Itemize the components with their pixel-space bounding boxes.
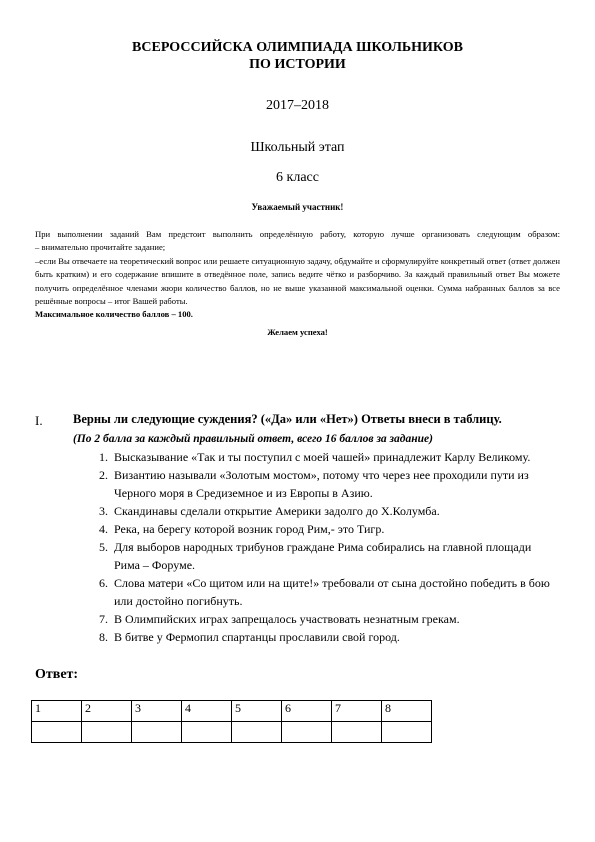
answer-table-input-row — [32, 722, 432, 743]
answer-column-number: 6 — [282, 701, 332, 722]
answer-column-number: 1 — [32, 701, 82, 722]
answer-label: Ответ: — [35, 667, 79, 682]
answer-column-number: 2 — [82, 701, 132, 722]
list-item — [80, 466, 560, 502]
answer-cell[interactable] — [132, 722, 182, 743]
grade-label: 6 класс — [276, 170, 319, 185]
task-scoring-note: (По 2 балла за каждый правильный ответ, всего 16 баллов за задание) — [73, 433, 433, 445]
item-text: В Олимпийских играх запрещалось участвовать незнатным грекам. — [114, 612, 460, 626]
answer-cell[interactable] — [232, 722, 282, 743]
instructions — [35, 228, 560, 339]
answer-cell[interactable] — [182, 722, 232, 743]
answer-column-number: 3 — [132, 701, 182, 722]
stage-label: Школьный этап — [250, 140, 345, 155]
item-number: 3. — [99, 504, 108, 518]
item-number: 8. — [99, 630, 108, 644]
item-text: Высказывание «Так и ты поступил с моей чашей» принадлежит Карлу Великому. — [114, 450, 531, 464]
answer-cell[interactable] — [382, 722, 432, 743]
list-item — [80, 610, 560, 628]
instructions-step-2: –если Вы отвечаете на теоретический вопрос или решаете ситуационную задачу, обдумайте и сформулируйте конкретный ответ (ответ должен быть кратким) и его содержание впишите в отведённое поле, запись ведите чётко и разборчиво. За каждый правильный ответ Вы можете получить определённое членами жюри количество баллов, но не выше указанной максимальной оценки. Сумма набранных баллов за все решённые вопросы – итог Вашей работы. — [35, 255, 560, 307]
item-text: Для выборов народных трибунов граждане Рима собирались на главной площади Рима – Форуме. — [114, 540, 532, 572]
max-score: Максимальное количество баллов – 100. — [35, 309, 193, 320]
olympiad-title: ВСЕРОССИЙСКА ОЛИМПИАДА ШКОЛЬНИКОВ — [132, 40, 463, 55]
list-item — [80, 502, 560, 520]
answer-cell[interactable] — [32, 722, 82, 743]
item-text: В битве у Фермопил спартанцы прославили свой город. — [114, 630, 400, 644]
list-item — [80, 520, 560, 538]
academic-years: 2017–2018 — [266, 98, 329, 113]
item-text: Скандинавы сделали открытие Америки задолго до Х.Колумба. — [114, 504, 440, 518]
list-item — [80, 628, 560, 646]
item-number: 7. — [99, 612, 108, 626]
item-number: 2. — [99, 468, 108, 482]
answer-table — [31, 700, 432, 743]
task-heading: Верны ли следующие суждения? («Да» или «Нет») Ответы внеси в таблицу. — [73, 412, 502, 426]
answer-column-number: 5 — [232, 701, 282, 722]
item-number: 5. — [99, 540, 108, 554]
answer-column-number: 8 — [382, 701, 432, 722]
answer-cell[interactable] — [82, 722, 132, 743]
answer-column-number: 4 — [182, 701, 232, 722]
list-item — [80, 448, 560, 466]
subject-title: ПО ИСТОРИИ — [249, 57, 346, 72]
instructions-step-1: – внимательно прочитайте задание; — [35, 242, 166, 253]
greeting: Уважаемый участник! — [251, 202, 344, 212]
list-item — [80, 574, 560, 610]
item-number: 6. — [99, 576, 108, 590]
list-item — [80, 538, 560, 574]
answer-column-number: 7 — [332, 701, 382, 722]
statement-list — [80, 448, 560, 646]
item-number: 1. — [99, 450, 108, 464]
item-text: Византию называли «Золотым мостом», потому что через нее проходили пути из Черного моря в Средиземное и из Европы в Азию. — [114, 468, 529, 500]
item-number: 4. — [99, 522, 108, 536]
answer-cell[interactable] — [332, 722, 382, 743]
item-text: Река, на берегу которой возник город Рим,- это Тигр. — [114, 522, 385, 536]
good-luck-wish: Желаем успеха! — [267, 326, 328, 337]
instructions-paragraph-1: При выполнении заданий Вам предстоит выполнить определённую работу, которую лучше организовать следующим образом: — [35, 229, 560, 239]
answer-table-header-row — [32, 701, 432, 722]
item-text: Слова матери «Со щитом или на щите!» требовали от сына достойно победить в бою или достойно погибнуть. — [114, 576, 550, 608]
answer-cell[interactable] — [282, 722, 332, 743]
task-number: I. — [35, 413, 43, 428]
